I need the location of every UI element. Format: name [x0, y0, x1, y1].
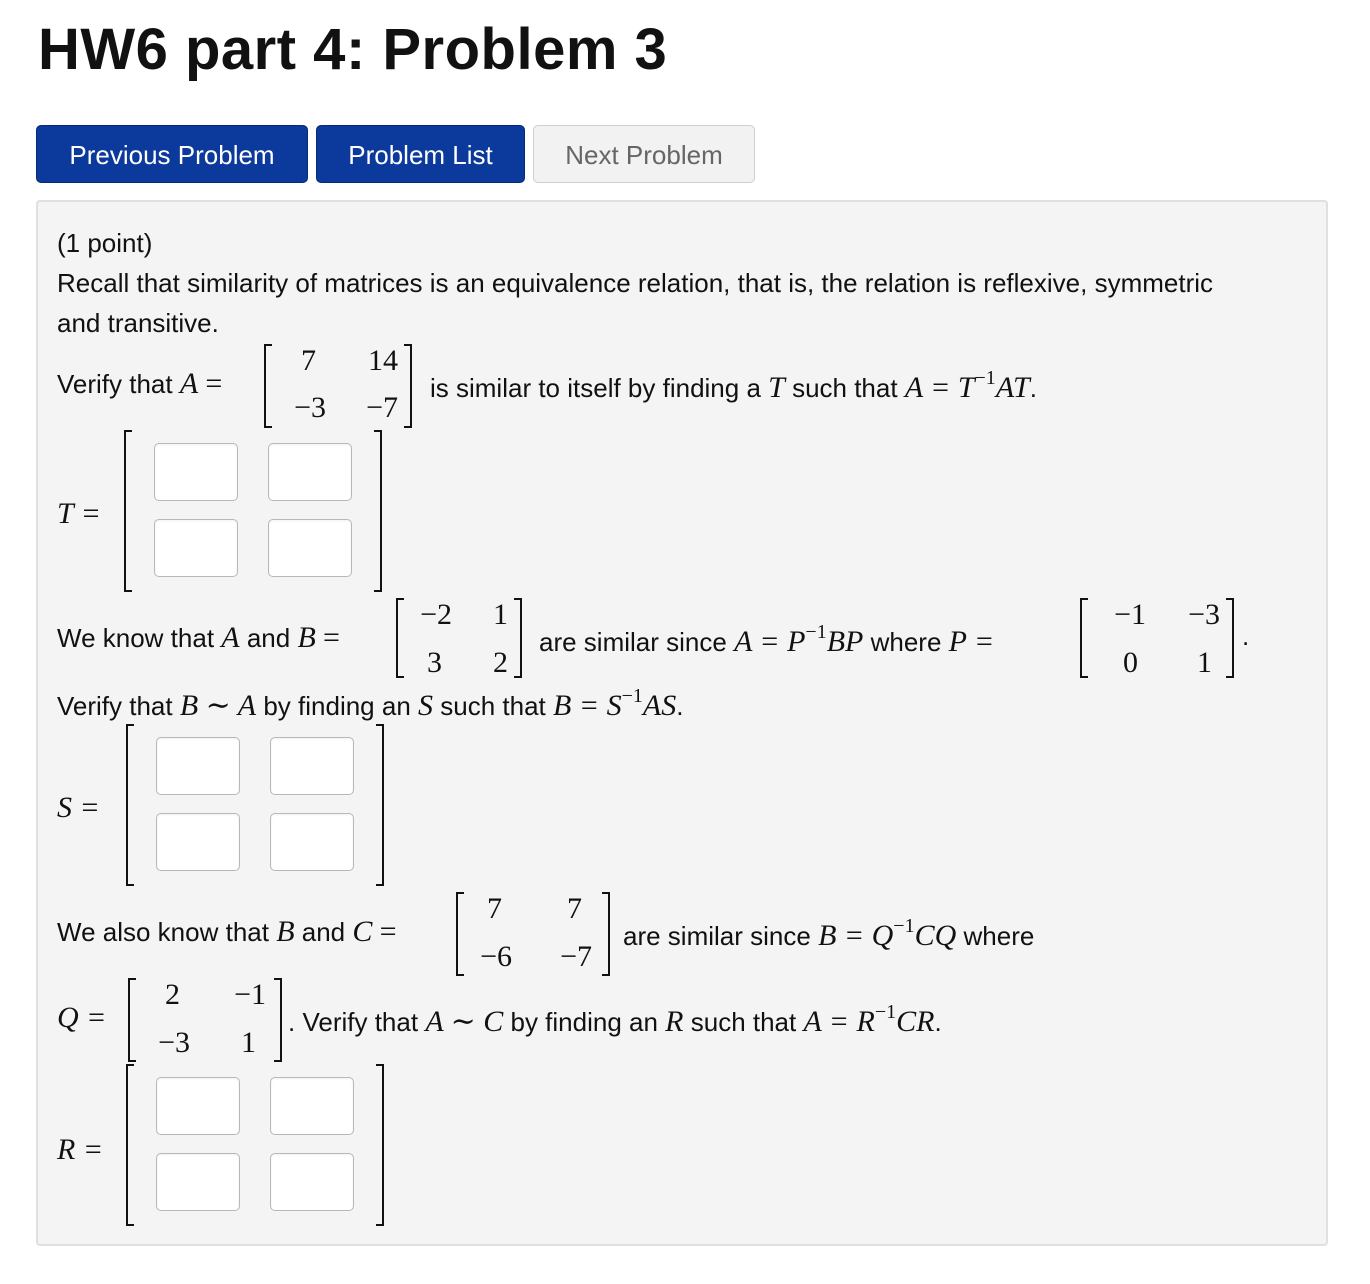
answer-R-input-22[interactable]	[270, 1153, 354, 1211]
answer-T-input-22[interactable]	[268, 519, 352, 577]
matrix-C-cell: −7	[560, 940, 592, 973]
matrix-P-left-bracket	[1080, 598, 1088, 678]
answer-S-left-bracket	[126, 724, 134, 886]
part1-statement: Verify that A =	[57, 367, 223, 400]
answer-S-input-12[interactable]	[270, 737, 354, 795]
period: .	[1242, 621, 1250, 651]
part3-statement-tail: are similar since $B = Q^{-1}CQ$ where	[623, 915, 1035, 952]
matrix-Q-cell: −1	[234, 978, 266, 1011]
page-title: HW6 part 4: Problem 3	[38, 17, 668, 82]
answer-S-label: S =	[57, 791, 100, 824]
matrix-A-cell: −7	[366, 391, 398, 424]
matrix-B-cell: −2	[420, 598, 452, 631]
answer-R-right-bracket	[376, 1064, 384, 1226]
answer-R-left-bracket	[126, 1064, 134, 1226]
part2-verify: Verify that B ∼ A by finding an S such that $B = S^{-1}AS$.	[57, 685, 684, 722]
part2-statement-mid: are similar since $A = P^{-1}BP$ where P =	[539, 621, 995, 658]
matrix-C-right-bracket	[602, 892, 610, 976]
previous-problem-button[interactable]: Previous Problem	[36, 125, 308, 183]
matrix-C-cell: −6	[480, 940, 512, 973]
intro-line-1: Recall that similarity of matrices is an equivalence relation, that is, the relation is reflexive, symmetric	[57, 268, 1213, 298]
answer-T-input-11[interactable]	[154, 443, 238, 501]
answer-T-right-bracket	[374, 430, 382, 592]
Q-label: Q =	[57, 1001, 107, 1034]
answer-S-input-22[interactable]	[270, 813, 354, 871]
matrix-B-right-bracket	[514, 598, 522, 678]
matrix-P-cell: −3	[1188, 598, 1220, 631]
matrix-A-right-bracket	[404, 344, 412, 428]
answer-S-input-21[interactable]	[156, 813, 240, 871]
matrix-Q-cell: 1	[241, 1026, 256, 1059]
matrix-Q-cell: 2	[165, 978, 180, 1011]
problem-list-button[interactable]: Problem List	[316, 125, 525, 183]
answer-T-input-21[interactable]	[154, 519, 238, 577]
matrix-Q-right-bracket	[274, 978, 282, 1062]
matrix-P-right-bracket	[1226, 598, 1234, 678]
answer-R-label: R =	[57, 1133, 104, 1166]
matrix-C-cell: 7	[487, 892, 502, 925]
part3-statement: We also know that B and C =	[57, 915, 397, 948]
part3-verify: . Verify that A ∼ C by finding an R such that $A = R^{-1}CR$.	[288, 1001, 942, 1038]
answer-S-right-bracket	[376, 724, 384, 886]
answer-T-input-12[interactable]	[268, 443, 352, 501]
matrix-A-cell: 7	[301, 344, 316, 377]
answer-R-input-11[interactable]	[156, 1077, 240, 1135]
problem-panel	[36, 200, 1328, 1246]
part1-statement-tail: is similar to itself by finding a T such that $A = T^{-1}AT$.	[430, 367, 1037, 404]
matrix-P-cell: 1	[1197, 646, 1212, 679]
matrix-P-cell: 0	[1123, 646, 1138, 679]
answer-T-label: T =	[57, 497, 101, 530]
matrix-A-cell: −3	[294, 391, 326, 424]
matrix-C-cell: 7	[567, 892, 582, 925]
next-problem-button: Next Problem	[533, 125, 755, 183]
matrix-A-cell: 14	[368, 344, 398, 377]
part2-statement: We know that A and B =	[57, 621, 340, 654]
answer-R-input-21[interactable]	[156, 1153, 240, 1211]
matrix-B-cell: 2	[493, 646, 508, 679]
answer-T-left-bracket	[124, 430, 132, 592]
answer-S-input-11[interactable]	[156, 737, 240, 795]
matrix-Q-cell: −3	[158, 1026, 190, 1059]
intro-line-2: and transitive.	[57, 308, 219, 338]
matrix-P-cell: −1	[1114, 598, 1146, 631]
matrix-B-cell: 3	[427, 646, 442, 679]
points-label: (1 point)	[57, 228, 153, 258]
matrix-B-cell: 1	[493, 598, 508, 631]
answer-R-input-12[interactable]	[270, 1077, 354, 1135]
